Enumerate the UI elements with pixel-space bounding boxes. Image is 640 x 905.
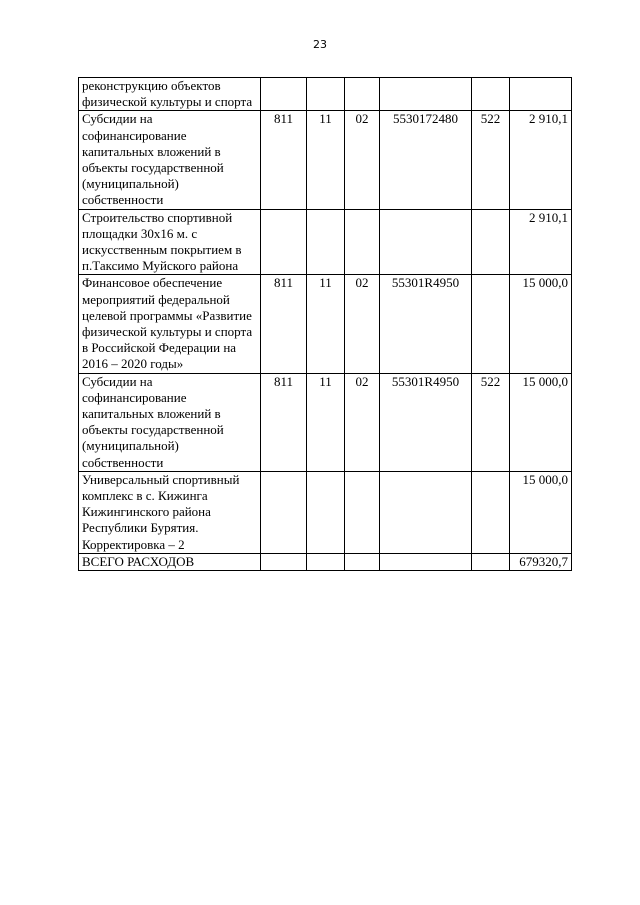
target-article-cell: 55301R4950	[380, 373, 472, 471]
section-cell: 11	[307, 373, 345, 471]
expense-type-cell: 522	[472, 111, 510, 209]
grbs-cell	[261, 209, 307, 275]
table-row	[79, 78, 572, 111]
total-amount-cell: 679320,7	[510, 553, 572, 570]
section-cell: 11	[307, 275, 345, 373]
table-row	[79, 471, 572, 553]
expense-type-cell	[472, 553, 510, 570]
subsection-cell: 02	[345, 275, 380, 373]
expenditure-table	[78, 77, 572, 571]
row-name-cell: Субсидии на софинансирование капитальных вложений в объекты государственной (муниципальной) собственности	[79, 111, 261, 209]
grbs-cell	[261, 78, 307, 111]
subsection-cell	[345, 471, 380, 553]
grbs-cell	[261, 553, 307, 570]
row-name-cell: Субсидии на софинансирование капитальных вложений в объекты государственной (муниципальной) собственности	[79, 373, 261, 471]
section-cell	[307, 209, 345, 275]
target-article-cell: 5530172480	[380, 111, 472, 209]
section-cell	[307, 78, 345, 111]
section-cell	[307, 553, 345, 570]
expense-type-cell	[472, 209, 510, 275]
amount-cell: 15 000,0	[510, 471, 572, 553]
grbs-cell	[261, 471, 307, 553]
target-article-cell	[380, 471, 472, 553]
amount-cell: 2 910,1	[510, 111, 572, 209]
total-row	[79, 553, 572, 570]
row-name-cell: реконструкцию объектов физической культуры и спорта	[79, 78, 261, 111]
subsection-cell	[345, 553, 380, 570]
grbs-cell: 811	[261, 111, 307, 209]
section-cell	[307, 471, 345, 553]
grbs-cell: 811	[261, 373, 307, 471]
amount-cell: 15 000,0	[510, 275, 572, 373]
row-name-cell: Строительство спортивной площадки 30х16 м. с искусственным покрытием в п.Таксимо Муйского района	[79, 209, 261, 275]
expense-type-cell	[472, 275, 510, 373]
table-row	[79, 275, 572, 373]
expense-type-cell	[472, 471, 510, 553]
target-article-cell: 55301R4950	[380, 275, 472, 373]
page-number: 23	[313, 38, 327, 51]
subsection-cell: 02	[345, 373, 380, 471]
subsection-cell	[345, 78, 380, 111]
grbs-cell: 811	[261, 275, 307, 373]
row-name-cell: Финансовое обеспечение мероприятий федеральной целевой программы «Развитие физической культуры и спорта в Российской Федерации на 2016 – 2020 годы»	[79, 275, 261, 373]
section-cell: 11	[307, 111, 345, 209]
amount-cell: 15 000,0	[510, 373, 572, 471]
subsection-cell	[345, 209, 380, 275]
expense-type-cell	[472, 78, 510, 111]
target-article-cell	[380, 209, 472, 275]
subsection-cell: 02	[345, 111, 380, 209]
amount-cell: 2 910,1	[510, 209, 572, 275]
amount-cell	[510, 78, 572, 111]
target-article-cell	[380, 553, 472, 570]
total-label-cell: ВСЕГО РАСХОДОВ	[79, 553, 261, 570]
table-row	[79, 111, 572, 209]
table-row	[79, 209, 572, 275]
table-row	[79, 373, 572, 471]
row-name-cell: Универсальный спортивный комплекс в с. Кижинга Кижингинского района Республики Бурятия. Корректировка – 2	[79, 471, 261, 553]
expense-type-cell: 522	[472, 373, 510, 471]
target-article-cell	[380, 78, 472, 111]
